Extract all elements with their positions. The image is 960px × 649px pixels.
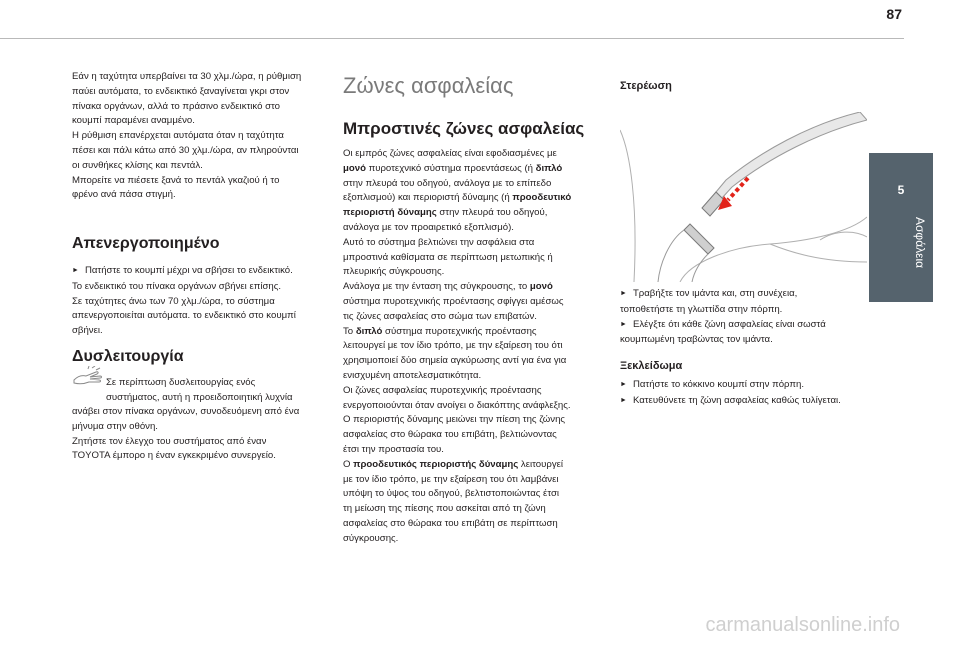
intro-line: κουμπί παραμένει αναμμένο. — [72, 115, 195, 127]
disabled-line: ► Πατήστε το κουμπί μέχρι να σβήσει το ενδεικτικό. — [72, 264, 332, 280]
fasten-step: κουμπωμένη τραβώντας τον ιμάντα. — [620, 334, 773, 346]
intro-line: Εάν η ταχύτητα υπερβαίνει τα 30 χλμ./ώρα, η ρύθμιση — [72, 71, 302, 82]
malfunction-heading: Δυσλειτουργία — [72, 348, 184, 365]
disabled-heading: Απενεργοποιημένο — [72, 235, 220, 252]
body-line: Οι ζώνες ασφαλείας πυροτεχνικής προέντασης — [343, 384, 542, 396]
body-line: Ο προοδευτικός περιοριστής δύναμης λειτουργεί — [343, 458, 564, 470]
seatbelt-illustration — [620, 112, 867, 282]
body-line: χρησιμοποιεί δύο σημεία αγκύρωσης αντί για ένα για — [343, 355, 567, 367]
body-line: υπόψη το ύψος του οδηγού, βελτιστοποιώντας έτσι — [343, 488, 560, 500]
fasten-step: ► Τραβήξτε τον ιμάντα και, στη συνέχεια, — [620, 287, 872, 303]
disabled-line: Σε ταχύτητες άνω των 70 χλμ./ώρα, το σύστημα — [72, 295, 275, 307]
intro-line: φρένο ανά πάσα στιγμή. — [72, 189, 176, 201]
intro-line: παύει αυτόματα, το ενδεικτικό ξαναγίνεται γκρι στον — [72, 85, 290, 97]
body-line: ενισχυμένη αποτελεσματικότητα. — [343, 369, 482, 381]
body-line: σύστημα πυροτεχνικής προέντασης σφίγγει αμέσως — [343, 295, 564, 307]
fasten-step: ► Ελέγξτε ότι κάθε ζώνη ασφαλείας είναι σωστά — [620, 318, 872, 334]
disabled-line: απενεργοποιείται αυτόματα. το ενδεικτικό στο κουμπί — [72, 310, 296, 322]
page-number: 87 — [886, 6, 902, 22]
body-line: Οι εμπρός ζώνες ασφαλείας είναι εφοδιασμένες με — [343, 148, 557, 159]
malfunction-line: Ζητήστε τον έλεγχο του συστήματος από έναν — [72, 435, 267, 447]
body-line: ανάλογα με τον προαιρετικό εξοπλισμό). — [343, 221, 514, 233]
disabled-line: Το ενδεικτικό του πίνακα οργάνων σβήνει επίσης. — [72, 280, 282, 292]
unlock-heading: Ξεκλείδωμα — [620, 360, 683, 372]
malfunction-line: ανάβει στον πίνακα οργάνων, συνοδευόμενη από ένα — [72, 406, 300, 417]
body-line: εξοπλισμού) και περιοριστή δύναμης (ή προοδευτικό — [343, 192, 572, 204]
chapter-title: Ασφάλεια — [913, 217, 927, 269]
body-line: έτσι την προστασία του. — [343, 443, 444, 455]
body-line: μπροστινά καθίσματα σε περίπτωση μετωπικής ή — [343, 251, 553, 263]
body-line: μονό πυροτεχνικό σύστημα προεντάσεως (ή διπλό — [343, 162, 563, 174]
section-title: Ζώνες ασφαλείας — [343, 73, 514, 98]
body-line: σύγκρουσης. — [343, 532, 399, 544]
chapter-tab — [869, 153, 933, 302]
body-line: στην πλευρά του οδηγού, ανάλογα με το επίπεδο — [343, 177, 552, 189]
body-line: πλευρικής σύγκρουσης. — [343, 266, 445, 278]
chapter-number: 5 — [897, 183, 905, 197]
intro-line: οι συνθήκες κλίσης και πεντάλ. — [72, 159, 203, 171]
intro-line: Μπορείτε να πιέσετε ξανά το πεντάλ γκαζιού ή το — [72, 174, 280, 186]
footer-watermark: carmanualsonline.info — [705, 614, 900, 636]
malfunction-line: Σε περίπτωση δυσλειτουργίας ενός — [106, 377, 256, 388]
body-line: τις ζώνες ασφαλείας στο σώμα των επιβατών. — [343, 310, 537, 322]
unlock-step: ► Κατευθύνετε τη ζώνη ασφαλείας καθώς τυλίγεται. — [620, 394, 872, 410]
malfunction-line: μήνυμα στην οθόνη. — [72, 420, 158, 432]
hand-warning-icon — [72, 366, 104, 388]
body-line: Ανάλογα με την ένταση της σύγκρουσης, το μονό — [343, 281, 553, 293]
body-line: Αυτό το σύστημα βελτιώνει την ασφάλεια στα — [343, 236, 535, 248]
disabled-line: σβήνει. — [72, 325, 103, 337]
body-line: με τον ίδιο τρόπο, με την εξαίρεση του ότι λαμβάνει — [343, 473, 559, 485]
fasten-step: τοποθετήστε τη γλωττίδα στην πόρπη. — [620, 303, 783, 315]
intro-line: πίνακα οργάνων, αλλά το πράσινο ενδεικτικό στο — [72, 100, 281, 112]
malfunction-line: συστήματος, αυτή η προειδοποιητική λυχνία — [106, 391, 293, 403]
malfunction-line: TOYOTA έμπορο η έναν εγκεκριμένο συνεργείο. — [72, 450, 276, 462]
body-line: λειτουργεί με τον ίδιο τρόπο, με την εξαίρεση του ότι — [343, 340, 563, 352]
body-line: τη μείωση της πίεσης που ασκείται από τη ζώνη — [343, 503, 546, 515]
body-line: περιοριστή δύναμης στην πλευρά του οδηγού, — [343, 207, 548, 219]
body-line: Το διπλό σύστημα πυροτεχνικής προέντασης — [343, 325, 537, 337]
body-line: Ο περιοριστής δύναμης μειώνει την πίεση της ζώνης — [343, 414, 566, 426]
body-line: ασφαλείας στο θώρακα του επιβάτη, βελτιώνοντας — [343, 429, 557, 441]
body-line: ενεργοποιούνται όταν ανοίγει ο διακόπτης ανάφλεξης. — [343, 399, 571, 411]
unlock-step: ► Πατήστε το κόκκινο κουμπί στην πόρπη. — [620, 378, 872, 394]
intro-line: Η ρύθμιση επανέρχεται αυτόματα όταν η ταχύτητα — [72, 130, 284, 142]
body-line: ασφαλείας στο θώρακα του επιβάτη σε περίπτωση — [343, 517, 558, 529]
intro-line: πέσει και πάλι κάτω από 30 χλμ./ώρα, αν πληρούνται — [72, 144, 299, 156]
fasten-heading: Στερέωση — [620, 80, 672, 92]
top-rule — [0, 38, 904, 39]
front-belts-heading: Μπροστινές ζώνες ασφαλείας — [343, 119, 585, 138]
